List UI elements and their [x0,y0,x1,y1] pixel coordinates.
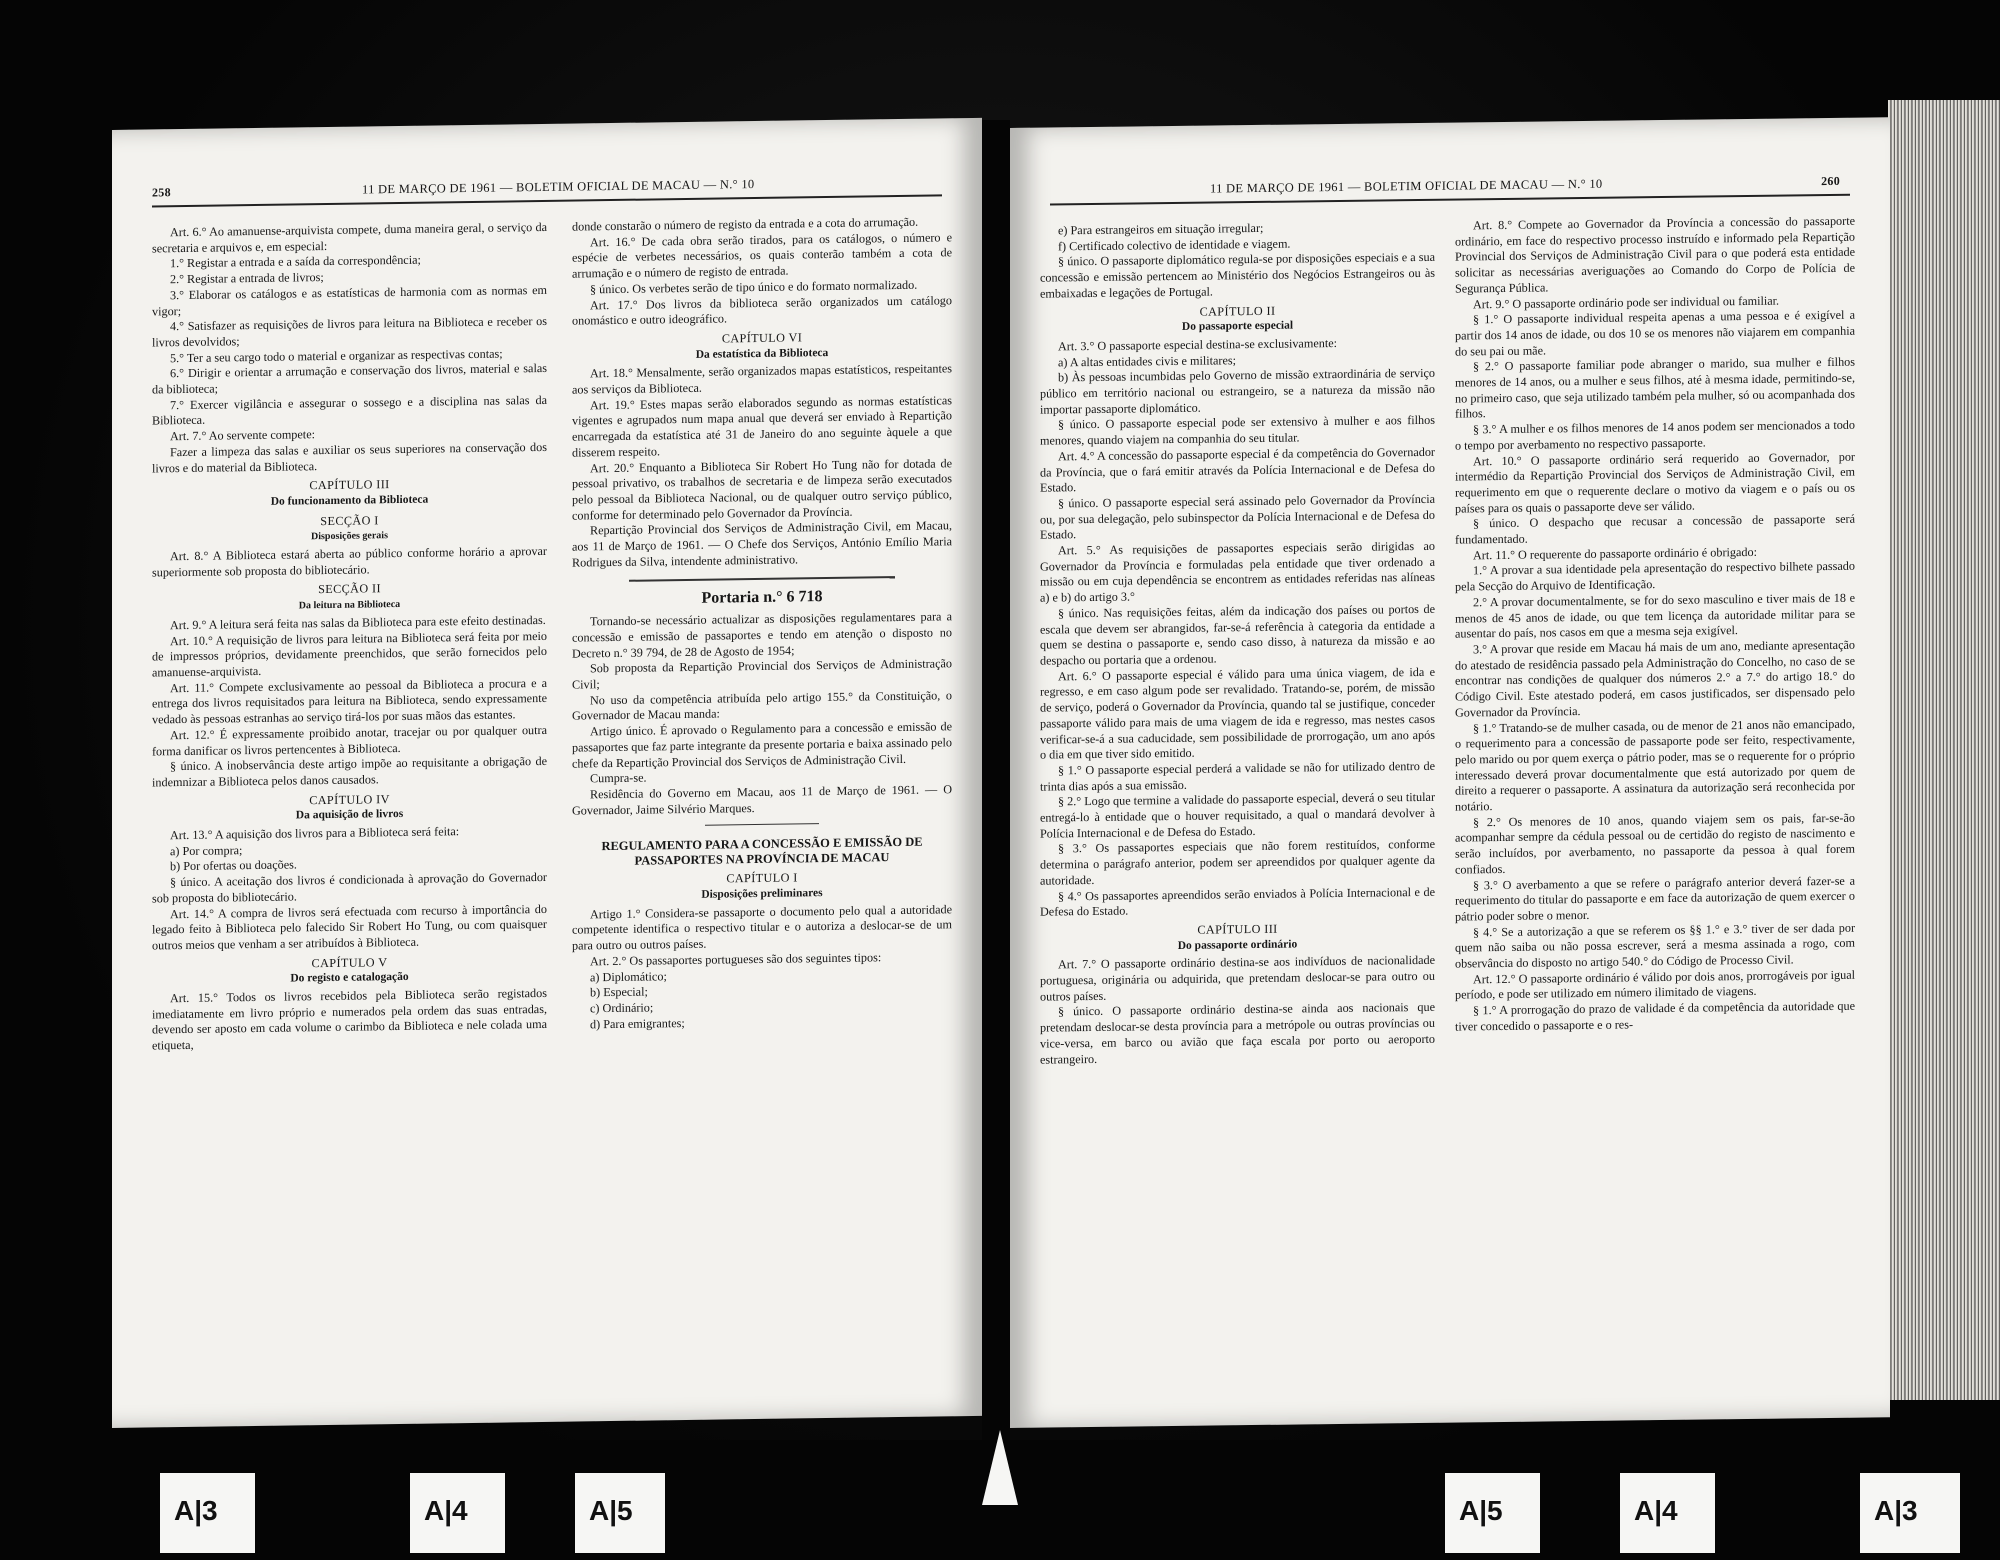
paragraph: a) A altas entidades civis e militares; [1058,352,1237,370]
paragraph: f) Certificado colectivo de identidade e viagem. [1058,236,1291,254]
paragraph: Artigo 1.° Considera-se passaporte o documento pelo qual a autoridade competente identifica o respectivo titular e o autoriza a deslocar-se de um para outro ou outros países. [572,901,952,953]
paragraph: § único. Os verbetes serão de tipo único e do formato normalizado. [590,277,918,297]
paragraph: § 1.° O passaporte especial perderá a validade se não for utilizado dentro de trinta dias após a sua emissão. [1040,758,1435,794]
paragraph: Art. 12.° É expressamente proibido anotar, tracejar ou por qualquer outra forma danificar os livros pertencentes à Biblioteca. [152,722,547,758]
paragraph: 6.° Dirigir e orientar a arrumação e conservação dos livros, material e salas da biblioteca; [152,361,547,397]
paragraph: Art. 14.° A compra de livros será efectuada com recurso à importância do legado feito à Biblioteca pelo falecido Sir Robert Ho Tung, ou com quaisquer outros meios que venham a ser atribuídos à Biblioteca. [152,901,547,953]
paragraph: § 3.° O averbamento a que se refere o parágrafo anterior deverá fazer-se a requerimento do titular do passaporte e em face da autorização de quem exercer o pátrio poder sobre o menor. [1455,873,1855,924]
section-heading: CAPÍTULO II [1199,303,1276,319]
right-page-number: 260 [1821,173,1840,189]
paragraph: Art. 4.° A concessão do passaporte especial é da competência do Governador da Província, que o fará emitir através da Polícia Internacional e de Defesa do Estado. [1040,444,1435,495]
paragraph: § único. A aceitação dos livros é condicionada à aprovação do Governador sob proposta do bibliotecário. [152,870,547,906]
section-heading: CAPÍTULO III [309,477,390,493]
paragraph: Art. 19.° Estes mapas serão elaborados segundo as normas estatísticas vigentes e agrupados num mapa anual que deverá ser enviado à Repartição encarregada da estatística até 31 de Janeiro do ano seguinte àquele a que disserem respeito. [572,393,952,460]
section-subheading: Do passaporte especial [1181,319,1294,334]
paragraph: Art. 6.° O passaporte especial é válido para uma única viagem, de ida e regresso, e em caso algum pode ser revalidado. Tratando-se, porém, de missão de serviço, poderá o Governador da Província, quando tal se justifique, conceder passaporte válido para mais de uma viagem de ida e regresso, mas nestes casos verificar-se-á a sua caducidade, sem possibilidade de prorrogação, um ano após o dia em que tiver sido emitido. [1040,664,1435,762]
paragraph: Art. 5.° As requisições de passaportes especiais serão dirigidas ao Governador da Província e formuladas pela entidade que tiver ordenado a missão ou em cuja dependência se encontrem as entidades referidas nas alíneas a) e b) do artigo 3.° [1040,538,1435,605]
paragraph: Fazer a limpeza das salas e auxiliar os seus superiores na conservação dos livros e do material da Biblioteca. [152,439,547,475]
paragraph: Residência do Governo em Macau, aos 11 de Março de 1961. — O Governador, Jaime Silvério Marques. [572,782,952,818]
paragraph: § 4.° Os passaportes apreendidos serão enviados à Polícia Internacional e de Defesa do Estado. [1040,884,1435,919]
paragraph: Art. 20.° Enquanto a Biblioteca Sir Robert Ho Tung não for dotada de pessoal privativo, os trabalhos de secretaria e de limpeza serão executados pelo pessoal da Biblioteca Nacional, ou de qualquer outro serviço público, conforme for determinado pelo Governador da Província. [572,455,952,523]
separator-rule [705,823,819,826]
right-page-column-1 [1040,219,1435,1068]
header-rule [152,194,942,207]
section-heading: SECÇÃO II [318,581,381,597]
paragraph: 7.° Exercer vigilância e assegurar o sossego e a disciplina nas salas da Biblioteca. [152,392,547,428]
left-page-header-title: 11 DE MARÇO DE 1961 — BOLETIM OFICIAL DE MACAU — N.° 10 [362,177,755,197]
paragraph: c) Ordinário; [590,1000,654,1016]
section-subheading: Da aquisição de livros [295,808,404,822]
paragraph: § único. O passaporte especial será assinado pelo Governador da Província ou, por sua delegação, pelo subinspector da Polícia Internacional e de Defesa do Estado. [1040,491,1435,542]
paragraph: 3.° A provar que reside em Macau há mais de um ano, mediante apresentação do atestado de residência passado pela Administração do Concelho, no caso de se encontrar nas condições de qualquer dos números 2.° a 7.° do artigo 18.° do Código Civil. Este atestado poderá, em casos justificados, ser dispensado pelo Governador da Província. [1455,637,1855,720]
paragraph: § 4.° Se a autorização a que se referem os §§ 1.° e 3.° tiver de ser dada por quem não saiba ou não possa escrever, será a mesma assinada a rogo, com observância do disposto no artigo 540.° do Código de Processo Civil. [1455,920,1855,971]
paragraph: Art. 11.° O requerente do passaporte ordinário é obrigado: [1473,544,1757,563]
section-subheading: Do funcionamento da Biblioteca [270,493,429,508]
left-page [112,118,982,1428]
paragraph: No uso da competência atribuída pelo artigo 155.° da Constituição, o Governador de Macau manda: [572,687,952,723]
left-page-number: 258 [152,185,171,200]
paragraph: § único. A inobservância deste artigo impõe ao requisitante a obrigação de indemnizar a Biblioteca pelos danos causados. [152,754,547,790]
portaria-title: Portaria n.° 6 718 [701,588,823,608]
regulation-title: REGULAMENTO PARA A CONCESSÃO E EMISSÃO DE PASSAPORTES NA PROVÍNCIA DE MACAU [601,834,923,869]
index-tab [575,1473,665,1553]
paragraph: § único. Nas requisições feitas, além da indicação dos países ou portos de escala que devem ser abrangidos, far-se-á referência à categoria da entidade a quem se destina o passaporte e, sendo caso disso, à natureza da missão e ao despacho ou portaria que a ordenou. [1040,601,1435,668]
paragraph: donde constarão o número de registo da entrada e a cota do arrumação. [572,214,919,234]
left-page-column-1 [152,220,547,1054]
paragraph: Art. 8.° Compete ao Governador da Província a concessão do passaporte ordinário, em face do respectivo processo instruído e informado pela Repartição Provincial dos Serviços de Administração Civil para o que poderá esta entidade solicitar as necessárias averiguações ao Comando do Corpo de Polícia de Segurança Pública. [1455,213,1855,296]
paragraph: Art. 8.° A Biblioteca estará aberta ao público conforme horário a aprovar superiormente sob proposta do bibliotecário. [152,543,547,580]
tab-label: A|5 [1459,1495,1503,1526]
book-page-edges [1888,100,2000,1400]
paragraph: Art. 3.° O passaporte especial destina-se exclusivamente: [1058,335,1337,354]
index-tab [1860,1473,1960,1553]
header-rule [1050,194,1850,206]
paragraph: b) Especial; [590,984,648,1000]
section-heading: CAPÍTULO V [311,954,388,970]
section-subheading: Disposições gerais [311,530,388,543]
paragraph: Art. 10.° O passaporte ordinário será requerido ao Governador, por intermédio da Repartição Provincial dos Serviços de Administração Civil, em requerimento em que o requerente declare o motivo da viagem e o país ou os países para os quais o passaporte deve ser válido. [1455,449,1855,516]
paragraph: e) Para estrangeiros em situação irregular; [1058,220,1264,238]
right-page-header-title: 11 DE MARÇO DE 1961 — BOLETIM OFICIAL DE MACAU — N.° 10 [1210,176,1603,196]
paragraph: § único. O passaporte diplomático regula-se por disposições especiais e a sua concessão e emissão pertencem ao Ministério dos Negócios Estrangeiros ou às embaixadas e legações de Portugal. [1040,250,1435,301]
paragraph: § único. O passaporte especial pode ser extensivo à mulher e aos filhos menores, quando viajem na companhia do seu titular. [1040,413,1435,448]
section-subheading: Do registo e catalogação [290,971,409,985]
paragraph: a) Diplomático; [590,968,667,984]
right-page-header [1010,173,1890,208]
right-page [1010,117,1890,1428]
paragraph: Art. 17.° Dos livros da biblioteca serão organizados um catálogo onomástico e outro ideográfico. [572,292,952,328]
paragraph: Art. 13.° A aquisição dos livros para a Biblioteca será feita: [170,824,460,843]
paragraph: 1.° Registar a entrada e a saída da correspondência; [170,253,421,271]
paragraph: d) Para emigrantes; [590,1015,685,1031]
paragraph: Art. 10.° A requisição de livros para leitura na Biblioteca será feita por meio de impressos próprios, devidamente preenchidos, que serão fornecidos pelo amanuense-arquivista. [152,628,547,680]
tab-label: A|4 [1634,1495,1678,1526]
paragraph: § 3.° A mulher e os filhos menores de 14 anos podem ser mencionados a todo o tempo por averbamento no respectivo passaporte. [1455,417,1855,453]
paragraph: § 1.° Tratando-se de mulher casada, ou de menor de 21 anos não emancipado, o requerimento para a concessão de passaporte pode ser feito, respectivamente, pelo marido ou por quem exerça o pátrio poder, mas se o requerente for o próprio interessado deverá provar documentalmente que está autorizado por quem de direito a requerer o passaporte. A assinatura da autorização será reconhecida por notário. [1455,716,1855,814]
section-subheading: Disposições preliminares [701,887,823,901]
section-subheading: Da leitura na Biblioteca [298,599,401,612]
paragraph: 4.° Satisfazer as requisições de livros para leitura na Biblioteca e receber os livros devolvidos; [152,314,547,350]
paragraph: Art. 12.° O passaporte ordinário é válido por dois anos, prorrogáveis por igual período, e pode ser utilizado em número ilimitado de viagens. [1455,967,1855,1003]
center-notch [982,1430,1018,1505]
paragraph: a) Por compra; [170,842,243,858]
index-tab [160,1473,255,1553]
index-tab [1620,1473,1715,1553]
tab-label: A|3 [1874,1495,1918,1526]
paragraph: Tornando-se necessário actualizar as disposições regulamentares para a concessão e emissão de passaportes e tendo em atenção o disposto no Decreto n.° 39 794, de 28 de Agosto de 1954; [572,609,952,661]
paragraph: Art. 7.° Ao servente compete: [170,427,315,444]
paragraph: 2.° A provar documentalmente, se for do sexo masculino e tiver mais de 18 e menos de 45 anos de idade, ou que tem licença da autoridade militar para se ausentar do país, nos casos em que a mesma seja exigível. [1455,590,1855,641]
paragraph: Artigo único. É aprovado o Regulamento para a concessão e emissão de passaportes que faz parte integrante da presente portaria e baixa assinado pelo chefe da Repartição Provincial dos Serviços de Administração Civil. [572,719,953,771]
tab-label: A|4 [424,1495,468,1526]
left-page-header [112,174,982,210]
paragraph: Art. 18.° Mensalmente, serão organizados mapas estatísticos, respeitantes aos serviços da Biblioteca. [572,361,952,397]
section-heading: CAPÍTULO III [1197,921,1278,937]
paragraph: 2.° Registar a entrada de livros; [170,270,324,287]
paragraph: Art. 11.° Compete exclusivamente ao pessoal da Biblioteca a procura e a entrega dos livros requisitados para leitura na Biblioteca, sendo expressamente vedado às pessoas estranhas ao serviço tirá-los por suas mãos das estantes. [152,675,547,727]
paragraph: § único. O despacho que recusar a concessão de passaporte será fundamentado. [1455,512,1855,547]
section-heading: SECÇÃO I [320,512,379,528]
paragraph: Art. 9.° O passaporte ordinário pode ser individual ou familiar. [1473,293,1780,311]
paragraph: 5.° Ter a seu cargo todo o material e organizar as respectivas contas; [170,346,503,365]
tab-label: A|5 [589,1495,633,1526]
index-tab [1445,1473,1540,1553]
paragraph: Art. 9.° A leitura será feita nas salas da Biblioteca para este efeito destinadas. [170,612,546,633]
tab-label: A|3 [174,1495,218,1526]
paragraph: Art. 6.° Ao amanuense-arquivista compete, duma maneira geral, o serviço da secretaria e arquivos e, em especial: [152,219,547,256]
right-page-column-2 [1455,214,1855,1035]
paragraph: § 2.° O passaporte familiar pode abranger o marido, sua mulher e filhos menores de 14 anos, ou a mulher e seus filhos, até à mesma idade, permitindo-se, no primeiro caso, que seja utilizado também pela mulher, só ou acompanhada dos filhos. [1455,355,1855,422]
section-heading: CAPÍTULO VI [721,330,803,346]
paragraph: Repartição Provincial dos Serviços de Administração Civil, em Macau, aos 11 de Março de 1961. — O Chefe dos Serviços, António Emílio Maria Rodrigues da Silva, intendente administrativo. [572,518,952,570]
section-subheading: Do passaporte ordinário [1177,938,1298,952]
book-gutter [982,120,1010,1440]
paragraph: b) Às pessoas incumbidas pelo Governo de missão extraordinária de serviço público em território nacional ou estrangeiro, se a natureza da missão não importar passaporte diplomático. [1040,366,1435,417]
section-heading: CAPÍTULO IV [309,791,390,807]
paragraph: § 2.° Os menores de 10 anos, quando viajem sem os pais, far-se-ão acompanhar sempre da cédula pessoal ou de certidão do registo de nascimento e serão incluídos, por averbamento, no passaporte da pessoa à qual forem confiados. [1455,810,1855,877]
paragraph: b) Por ofertas ou doações. [170,857,297,874]
paragraph: Art. 15.° Todos os livros recebidos pela Biblioteca serão registados imediatamente em livro próprio e numerados pela ordem das suas entradas, devendo ser aposto em cada volume o carimbo da Biblioteca e nele colada uma etiqueta, [152,985,547,1053]
paragraph: Art. 2.° Os passaportes portugueses são dos seguintes tipos: [590,950,882,969]
paragraph: Art. 7.° O passaporte ordinário destina-se aos indivíduos de nacionalidade portuguesa, originária ou adquirida, que pretendam deslocar-se para outro ou outros países. [1040,953,1435,1004]
paragraph: § 1.° A prorrogação do prazo de validade é da competência da autoridade que tiver concedido o passaporte e o res- [1455,998,1855,1034]
paragraph: § 3.° Os passaportes especiais que não forem restituídos, conforme determina o parágrafo anterior, podem ser apreendidos por qualquer agente da autoridade. [1040,837,1435,888]
index-tab [410,1473,505,1553]
section-subheading: Da estatística da Biblioteca [695,346,829,361]
left-page-column-2 [572,214,952,1033]
paragraph: Sob proposta da Repartição Provincial dos Serviços de Administração Civil; [572,656,952,692]
paragraph: § único. O passaporte ordinário destina-se ainda aos nacionais que pretendam deslocar-se desta província para a metrópole ou outras províncias ou vice-versa, em barco ou avião que faça escala por porto ou aeroporto estrangeiro. [1040,1000,1435,1067]
paragraph: 1.° A provar a sua identidade pela apresentação do respectivo bilhete passado pela Secção do Arquivo de Identificação. [1455,559,1855,594]
separator-rule [629,577,895,583]
paragraph: 3.° Elaborar os catálogos e as estatísticas de harmonia com as normas em vigor; [152,282,547,318]
section-heading: CAPÍTULO I [726,870,798,886]
paragraph: Cumpra-se. [590,770,647,786]
paragraph: § 1.° O passaporte individual respeita apenas a uma pessoa e é exigível a partir dos 14 anos de idade, ou dos 10 se os menores não viajarem em companhia do seu pai ou mãe. [1455,307,1855,359]
paragraph: § 2.° Logo que termine a validade do passaporte especial, deverá o seu titular entregá-lo à entidade que o houver requisitado, a qual o mandará devolver à Polícia Internacional e de Defesa do Estado. [1040,790,1435,841]
paragraph: Art. 16.° De cada obra serão tirados, para os catálogos, o número e espécie de verbetes necessários, os quais conterão também a cota de arrumação e o número de registo de entrada. [572,229,952,281]
